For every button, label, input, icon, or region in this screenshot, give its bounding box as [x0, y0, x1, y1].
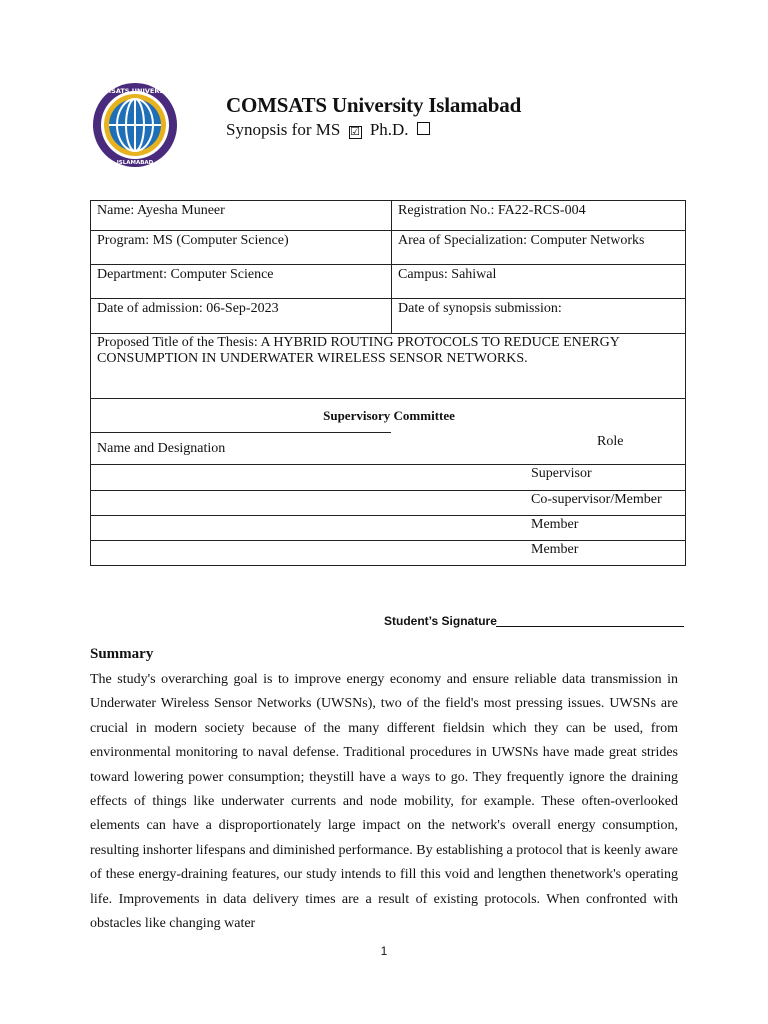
synopsis-degree-line: [226, 120, 434, 140]
role-header: Role: [597, 434, 624, 449]
name-designation-header: Name and Designation: [97, 441, 226, 456]
campus-field: Campus: Sahiwal: [398, 267, 497, 282]
summary-heading: Summary: [90, 646, 154, 662]
name-field: Name: Ayesha Muneer: [97, 203, 225, 218]
logo-text-top: COMSATS UNIVERSITY: [94, 87, 176, 95]
specialization-field: Area of Specialization: Computer Networks: [398, 233, 645, 248]
role-supervisor: Supervisor: [531, 466, 592, 481]
thesis-title-line1: Proposed Title of the Thesis: A HYBRID ROUTING PROTOCOLS TO REDUCE ENERGY: [97, 335, 620, 350]
student-signature-label: Student’s Signature: [384, 614, 497, 628]
university-logo: [92, 82, 178, 168]
role-member-1: Member: [531, 517, 579, 532]
department-field: Department: Computer Science: [97, 267, 274, 282]
thesis-title-field: [91, 335, 687, 367]
committee-heading: Supervisory Committee: [323, 408, 455, 423]
logo-text-bottom: ISLAMABAD: [116, 160, 154, 166]
thesis-title-line2: CONSUMPTION IN UNDERWATER WIRELESS SENSOR NETWORKS.: [97, 351, 528, 366]
summary-paragraph: The study's overarching goal is to improve energy economy and ensure reliable data transmission in Underwater Wireless Sensor Networks (UWSNs), two of the field's most pressing issues. UWSNs are crucial in modern society because of the many different fieldsin which they can be used, from environmental monitoring to naval defense. Traditional procedures in UWSNs have made great strides toward lowering power consumption; theystill have a ways to go. They frequently ignore the draining effects of things like underwater currents and node mobility, for example. These often-overlooked elements can have a disproportionately large impact on the network's overall energy consumption, resulting inshorter lifespans and diminished performance. By establishing a protocol that is keenly aware of these energy-draining features, our study intends to fill this void and lengthen thenetwork's operating life. Improvements in data delivery times are a result of existing protocols. When confronted with obstacles like changing water: [90, 672, 678, 932]
signature-line[interactable]: [496, 626, 684, 627]
role-co-supervisor: Co-supervisor/Member: [531, 492, 662, 507]
admission-date-field: Date of admission: 06-Sep-2023: [97, 301, 279, 316]
program-field: Program: MS (Computer Science): [97, 233, 289, 248]
submission-date-field: Date of synopsis submission:: [398, 301, 562, 316]
ms-checkbox[interactable]: ☑: [350, 126, 360, 138]
synopsis-prefix: Synopsis for MS: [226, 120, 341, 139]
page-number: 1: [380, 944, 388, 958]
registration-field: Registration No.: FA22-RCS-004: [398, 203, 586, 218]
phd-label: Ph.D.: [369, 120, 409, 139]
student-info-table: [90, 200, 686, 566]
phd-checkbox[interactable]: [417, 122, 430, 135]
university-title: COMSATS University Islamabad: [226, 93, 522, 117]
role-member-2: Member: [531, 542, 579, 557]
